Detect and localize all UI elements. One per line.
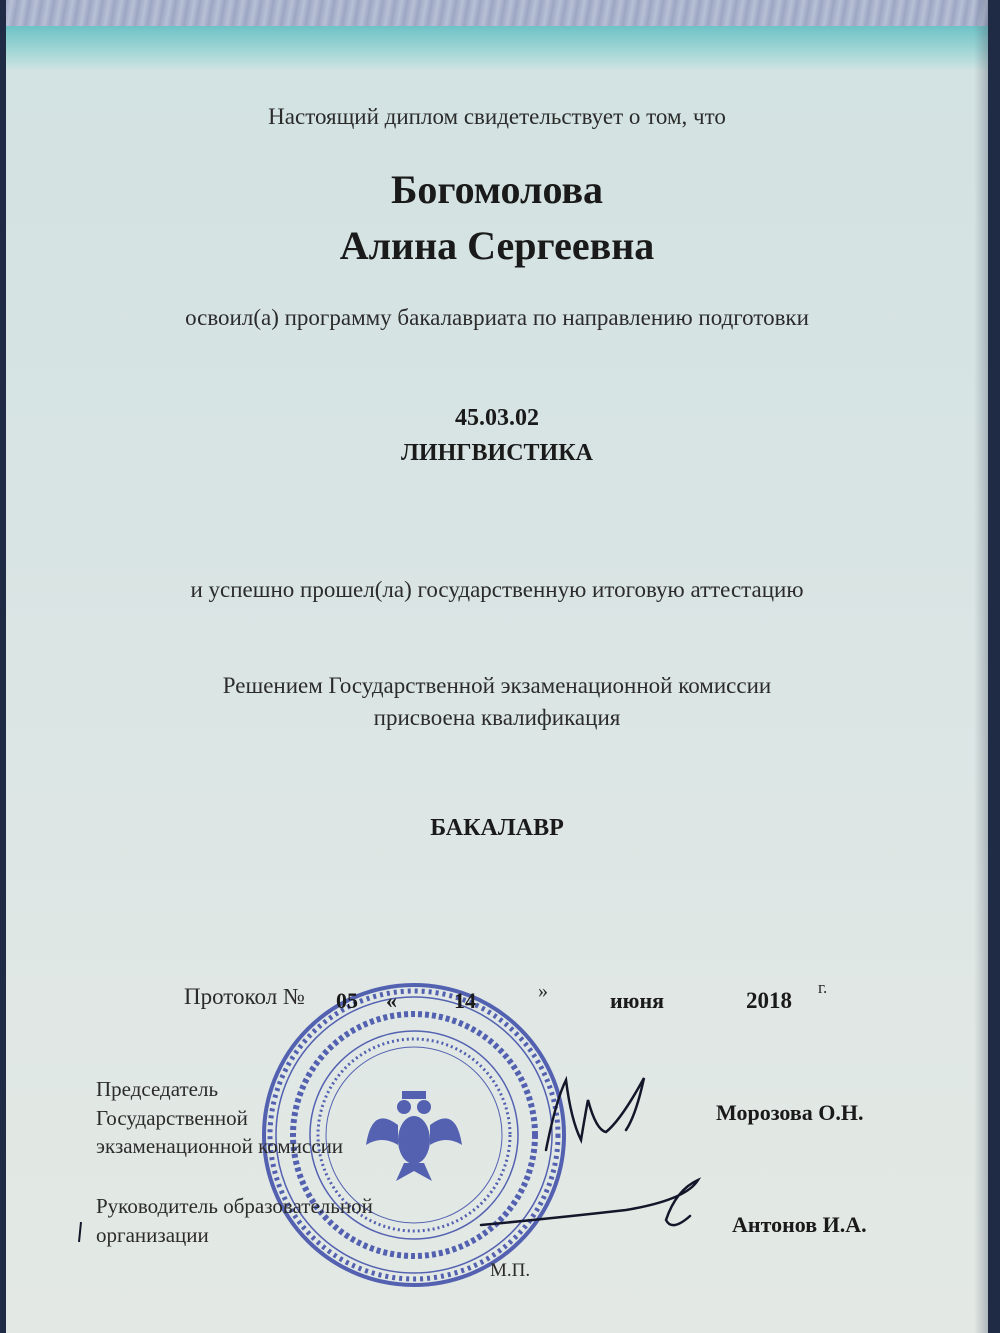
program-text: освоил(а) программу бакалавриата по направлению подготовки xyxy=(185,305,809,330)
protocol-day: 14 xyxy=(454,988,476,1013)
head-title xyxy=(96,1192,373,1249)
pen-mark xyxy=(78,1222,82,1242)
decision-text-line2: присвоена квалификация xyxy=(373,705,621,730)
protocol-close-quote: » xyxy=(538,980,548,1002)
protocol-open-quote: « xyxy=(386,988,397,1013)
chair-title-line1: Председатель xyxy=(96,1077,219,1101)
head-signature xyxy=(476,1170,716,1250)
protocol-number: 05 xyxy=(336,988,358,1013)
protocol-month: июня xyxy=(610,988,665,1013)
chair-title-line3: экзаменационной комиссии xyxy=(96,1134,344,1159)
specialty-title: ЛИНГВИСТИКА xyxy=(401,440,593,466)
chair-title xyxy=(96,1075,343,1161)
head-title-line2: организации xyxy=(96,1222,209,1247)
graduate-given-names: Алина Сергеевна xyxy=(339,223,655,268)
protocol-label: Протокол № xyxy=(184,984,305,1009)
intro-text: Настоящий диплом свидетельствует о том, что xyxy=(268,104,726,129)
graduate-surname: Богомолова xyxy=(390,167,604,212)
chair-title-line2: Государственной xyxy=(96,1105,248,1130)
head-name: Антонов И.А. xyxy=(732,1212,867,1237)
decision-text-line1: Решением Государственной экзаменационной комиссии xyxy=(222,673,772,698)
qualification-title: БАКАЛАВР xyxy=(430,815,564,841)
chair-name: Морозова О.Н. xyxy=(716,1100,864,1125)
chair-signature xyxy=(526,1060,666,1170)
seal-place-label: М.П. xyxy=(490,1260,531,1281)
diploma-page xyxy=(6,0,988,1333)
decorative-band xyxy=(6,26,988,70)
attestation-text: и успешно прошел(ла) государственную итоговую аттестацию xyxy=(190,577,804,602)
protocol-year: 2018 xyxy=(746,988,792,1013)
program-code: 45.03.02 xyxy=(455,405,539,431)
protocol-year-suffix: г. xyxy=(818,978,828,997)
eagle-emblem-icon xyxy=(366,1091,462,1181)
head-title-line1: Руководитель образовательной xyxy=(96,1194,373,1218)
